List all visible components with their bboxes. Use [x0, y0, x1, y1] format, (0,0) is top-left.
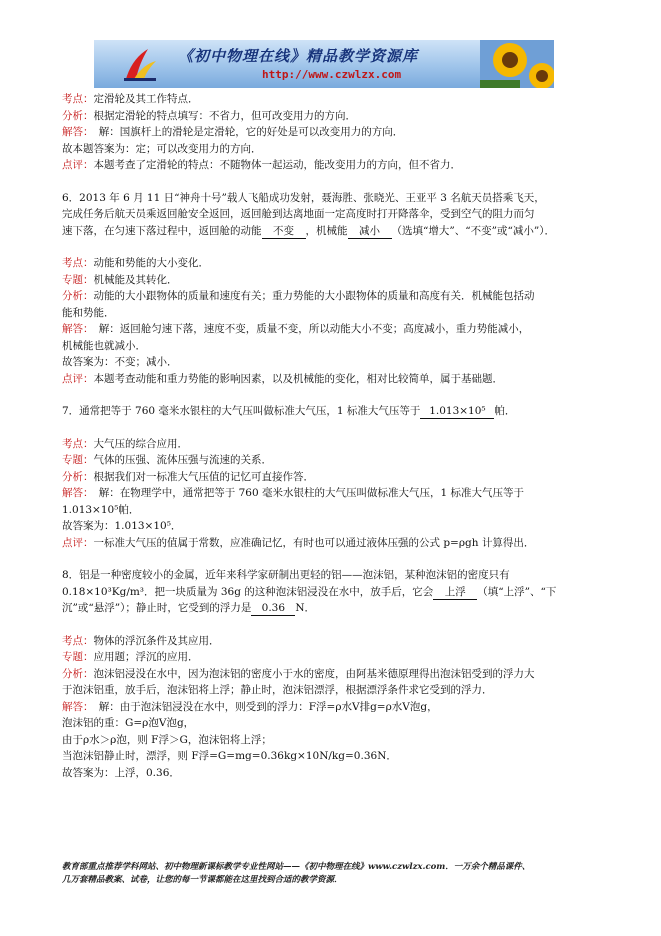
blank-line: [62, 617, 602, 633]
section-label: 考点：: [62, 634, 94, 647]
blank-line: [62, 174, 602, 190]
text-line: [62, 288, 602, 305]
line-text: 定滑轮及其工作特点．: [93, 93, 199, 105]
banner-title: 《初中物理在线》精品教学资源库: [178, 47, 419, 65]
section-label: 分析：: [62, 109, 94, 122]
answer-blank: 1.013×10⁵: [420, 405, 494, 419]
blank-line: [62, 420, 602, 436]
text-line: [62, 338, 602, 355]
line-text: 速下落，在匀速下落过程中，返回舱的动能: [62, 224, 262, 237]
line-text: 由于ρ水＞ρ泡，则 F浮＞G，泡沫铝将上浮；: [62, 733, 272, 746]
text-line: [62, 518, 602, 535]
line-text: 当泡沫铝静止时，漂浮，则 F浮=G=mg=0.36kg×10N/kg=0.36N．: [62, 750, 397, 762]
text-line: [62, 124, 602, 141]
text-line: [62, 715, 602, 732]
blank-line: [62, 551, 602, 567]
line-text: 能和势能．: [62, 306, 115, 319]
text-line: [62, 469, 602, 486]
text-line: [62, 371, 602, 388]
section-label: 点评：: [62, 372, 94, 385]
text-line: [62, 666, 602, 683]
line-text: 帕．: [494, 405, 516, 417]
answer-blank: 减小: [348, 225, 392, 239]
line-text: 6．2013 年 6 月 11 日“神舟十号”载人飞船成功发射，聂海胜、张晓光、王亚平 3 名航天员搭乘飞天，: [62, 191, 545, 204]
page-footer: [62, 861, 602, 887]
line-text: ，机械能: [305, 224, 348, 237]
text-line: [62, 600, 602, 617]
text-line: [62, 485, 602, 502]
text-line: [62, 91, 602, 108]
text-line: [62, 141, 602, 158]
text-line: [62, 584, 602, 601]
text-line: [62, 190, 602, 207]
text-line: [62, 272, 602, 289]
line-text: 于泡沫铝重，放手后，泡沫铝将上浮；静止时，泡沫铝漂浮，根据漂浮条件求它受到的浮力．: [62, 684, 493, 696]
line-text: 根据我们对一标准大气压值的记忆可直接作答．: [93, 470, 314, 483]
text-line: [62, 748, 602, 765]
line-text: 解：返回舱匀速下落，速度不变，质量不变，所以动能大小不变；高度减小，重力势能减小，: [88, 323, 530, 335]
section-label: 分析：: [62, 290, 94, 302]
text-line: [62, 403, 602, 420]
text-line: [62, 321, 602, 338]
line-text: 7．通常把等于 760 毫米水银柱的大气压叫做标准大气压，1 标准大气压等于: [62, 405, 421, 417]
text-line: [62, 682, 602, 699]
text-line: [62, 567, 602, 584]
text-line: [62, 535, 602, 552]
line-text: 应用题；浮沉的应用．: [93, 651, 199, 663]
line-text: N．: [295, 602, 316, 614]
section-label: 解答：: [62, 323, 89, 335]
section-label: 专题：: [62, 651, 94, 663]
text-line: [62, 255, 602, 272]
header-banner: [94, 40, 554, 88]
answer-blank: 不变: [262, 225, 306, 239]
footer-line-2: 几万套精品教案、试卷，让您的每一节课都能在这里找到合适的教学资源．: [62, 875, 343, 885]
line-text: 气体的压强、流体压强与流速的关系．: [93, 454, 272, 466]
line-text: 机械能也就减小．: [62, 339, 146, 352]
blank-line: [62, 239, 602, 255]
blank-line: [62, 387, 602, 403]
section-label: 解答：: [62, 487, 89, 499]
line-text: 解：在物理学中，通常把等于 760 毫米水银柱的大气压叫做标准大气压，1 标准大气压等于: [88, 487, 524, 499]
banner-url: http://www.czwlzx.com: [262, 68, 402, 81]
line-text: 0.18×10³Kg/m³．把一块质量为 36g 的这种泡沫铝浸没在水中，放手后，它会: [62, 585, 434, 598]
line-text: 动能和势能的大小变化．: [93, 257, 209, 269]
text-line: [62, 732, 602, 749]
text-line: [62, 699, 602, 716]
line-text: 沉”或“悬浮”）；静止时，它受到的浮力是: [62, 602, 252, 614]
section-label: 专题：: [62, 454, 94, 466]
sunflower-icon: [480, 40, 554, 88]
section-label: 考点：: [62, 437, 94, 450]
text-line: [62, 452, 602, 469]
line-text: 解：由于泡沫铝浸没在水中，则受到的浮力：F浮=ρ水V排g=ρ水V泡g，: [88, 700, 438, 713]
line-text: 泡沫铝浸没在水中，因为泡沫铝的密度小于水的密度，由阿基米德原理得出泡沫铝受到的浮力大: [93, 667, 535, 680]
line-text: 大气压的综合应用．: [93, 437, 188, 450]
line-text: 故答案为：上浮，0.36．: [62, 766, 180, 779]
section-label: 点评：: [62, 536, 94, 549]
section-label: 分析：: [62, 667, 94, 680]
line-text: 本题考查动能和重力势能的影响因素，以及机械能的变化，相对比较简单，属于基础题．: [93, 372, 503, 385]
footer-line-1: 教育部重点推荐学科网站、初中物理新课标教学专业性网站——《初中物理在线》www.czwlzx.com．一万余个精品课件、: [62, 862, 531, 872]
text-line: [62, 765, 602, 782]
text-line: [62, 157, 602, 174]
section-label: 考点：: [62, 93, 94, 105]
line-text: （选填“增大”、“不变”或“减小”）．: [391, 224, 555, 237]
line-text: 机械能及其转化．: [93, 273, 178, 286]
line-text: 一标准大气压的值属于常数，应准确记忆，有时也可以通过液体压强的公式 p=ρgh 计算得出．: [93, 536, 535, 549]
text-line: [62, 305, 602, 322]
line-text: 解：国旗杆上的滑轮是定滑轮，它的好处是可以改变用力的方向．: [88, 126, 404, 138]
text-line: [62, 354, 602, 371]
line-text: 动能的大小跟物体的质量和速度有关；重力势能的大小跟物体的质量和高度有关．机械能包括动: [93, 290, 535, 302]
line-text: 根据定滑轮的特点填写：不省力，但可改变用力的方向．: [93, 109, 356, 122]
line-text: 物体的浮沉条件及其应用．: [93, 634, 220, 647]
line-text: 完成任务后航天员乘返回舱安全返回，返回舱到达离地面一定高度时打开降落伞，受到空气的阻力而匀: [62, 208, 535, 220]
line-text: 8．铝是一种密度较小的金属，近年来科学家研制出更轻的铝——泡沫铝，某种泡沫铝的密度只有: [62, 569, 510, 581]
text-line: [62, 633, 602, 650]
section-label: 解答：: [62, 126, 89, 138]
section-label: 点评：: [62, 159, 94, 171]
line-text: （填“上浮”、“下: [477, 585, 557, 598]
section-label: 专题：: [62, 273, 94, 286]
line-text: 故本题答案为：定；可以改变用力的方向．: [62, 142, 262, 155]
text-line: [62, 649, 602, 666]
text-line: [62, 223, 602, 240]
section-label: 解答：: [62, 700, 89, 713]
document-body: [62, 91, 602, 781]
line-text: 故答案为：不变；减小．: [62, 356, 178, 368]
site-logo-icon: [120, 45, 160, 85]
line-text: 本题考查了定滑轮的特点：不随物体一起运动，能改变用力的方向，但不省力．: [93, 159, 461, 171]
line-text: 1.013×10⁵帕．: [62, 503, 140, 516]
section-label: 分析：: [62, 470, 94, 483]
text-line: [62, 436, 602, 453]
text-line: [62, 206, 602, 223]
section-label: 考点：: [62, 257, 94, 269]
line-text: 泡沫铝的重：G=ρ泡V泡g，: [62, 717, 195, 729]
line-text: 故答案为：1.013×10⁵．: [62, 520, 182, 532]
text-line: [62, 502, 602, 519]
answer-blank: 上浮: [433, 586, 477, 600]
answer-blank: 0.36: [251, 602, 295, 616]
text-line: [62, 108, 602, 125]
